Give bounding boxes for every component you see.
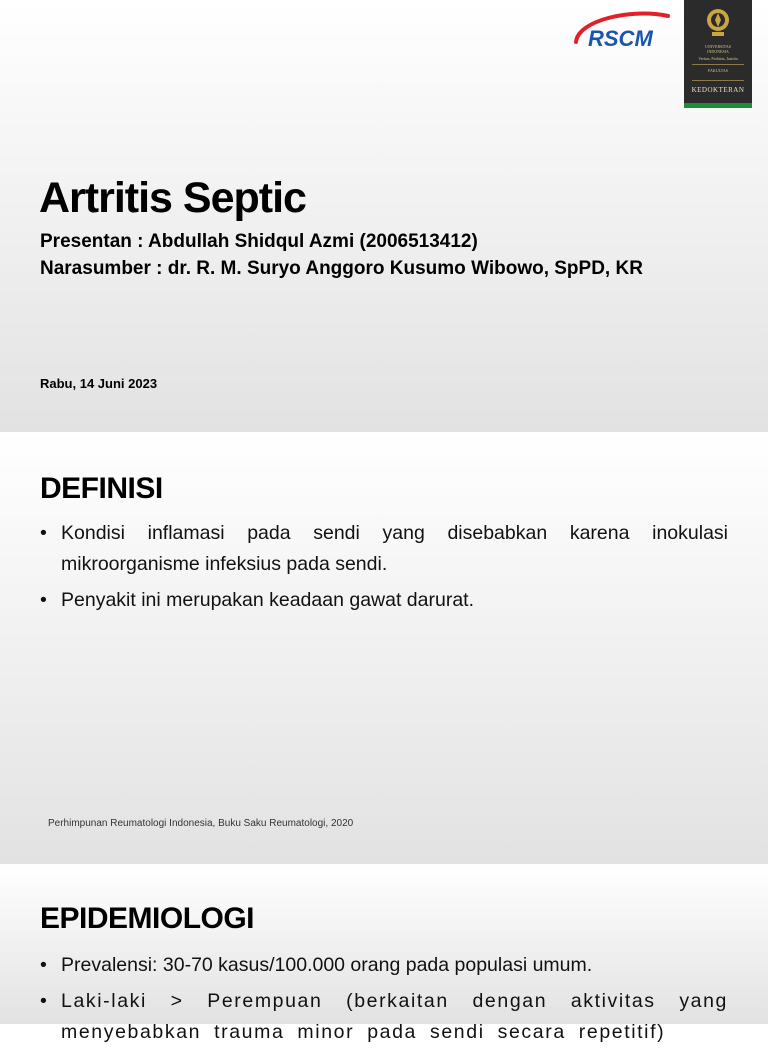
definition-list xyxy=(40,518,728,621)
badge-divider xyxy=(692,64,744,65)
badge-line-4: FAKULTAS xyxy=(708,68,728,73)
list-item: • Prevalensi: 30-70 kasus/100.000 orang pada populasi umum. xyxy=(40,950,728,981)
definition-slide xyxy=(0,432,768,864)
presentation-title: Artritis Septic xyxy=(39,174,306,222)
list-item: • Penyakit ini merupakan keadaan gawat darurat. xyxy=(40,585,728,616)
speaker-line: Narasumber : dr. R. M. Suryo Anggoro Kusumo Wibowo, SpPD, KR xyxy=(40,258,643,279)
title-slide xyxy=(0,0,768,432)
epidemiology-list xyxy=(40,950,728,1053)
list-item: • Laki-laki > Perempuan (berkaitan dengan aktivitas yang menyebabkan trauma minor pada sendi secara repetitif) xyxy=(40,986,728,1048)
rscm-logo xyxy=(572,6,676,52)
slide-heading: EPIDEMIOLOGI xyxy=(40,902,255,935)
rscm-logo-text: RSCM xyxy=(588,26,653,51)
badge-line-1: UNIVERSITAS xyxy=(705,44,731,49)
badge-faculty: KEDOKTERAN xyxy=(691,86,745,94)
epidemiology-slide xyxy=(0,864,768,1043)
slide-heading: DEFINISI xyxy=(40,472,163,505)
badge-line-2: INDONESIA xyxy=(707,49,729,54)
presenter-line: Presentan : Abdullah Shidqul Azmi (2006513412) xyxy=(40,231,478,252)
badge-divider xyxy=(692,80,744,81)
list-item: • Kondisi inflamasi pada sendi yang disebabkan karena inokulasi mikroorganisme infeksius pada sendi. xyxy=(40,518,728,580)
university-crest-icon xyxy=(703,6,733,40)
presentation-date: Rabu, 14 Juni 2023 xyxy=(40,376,158,391)
university-badge xyxy=(684,0,752,108)
reference-citation: Perhimpunan Reumatologi Indonesia, Buku Saku Reumatologi, 2020 xyxy=(48,818,354,829)
badge-line-3: Veritas, Probitas, Iustitia xyxy=(698,56,738,61)
